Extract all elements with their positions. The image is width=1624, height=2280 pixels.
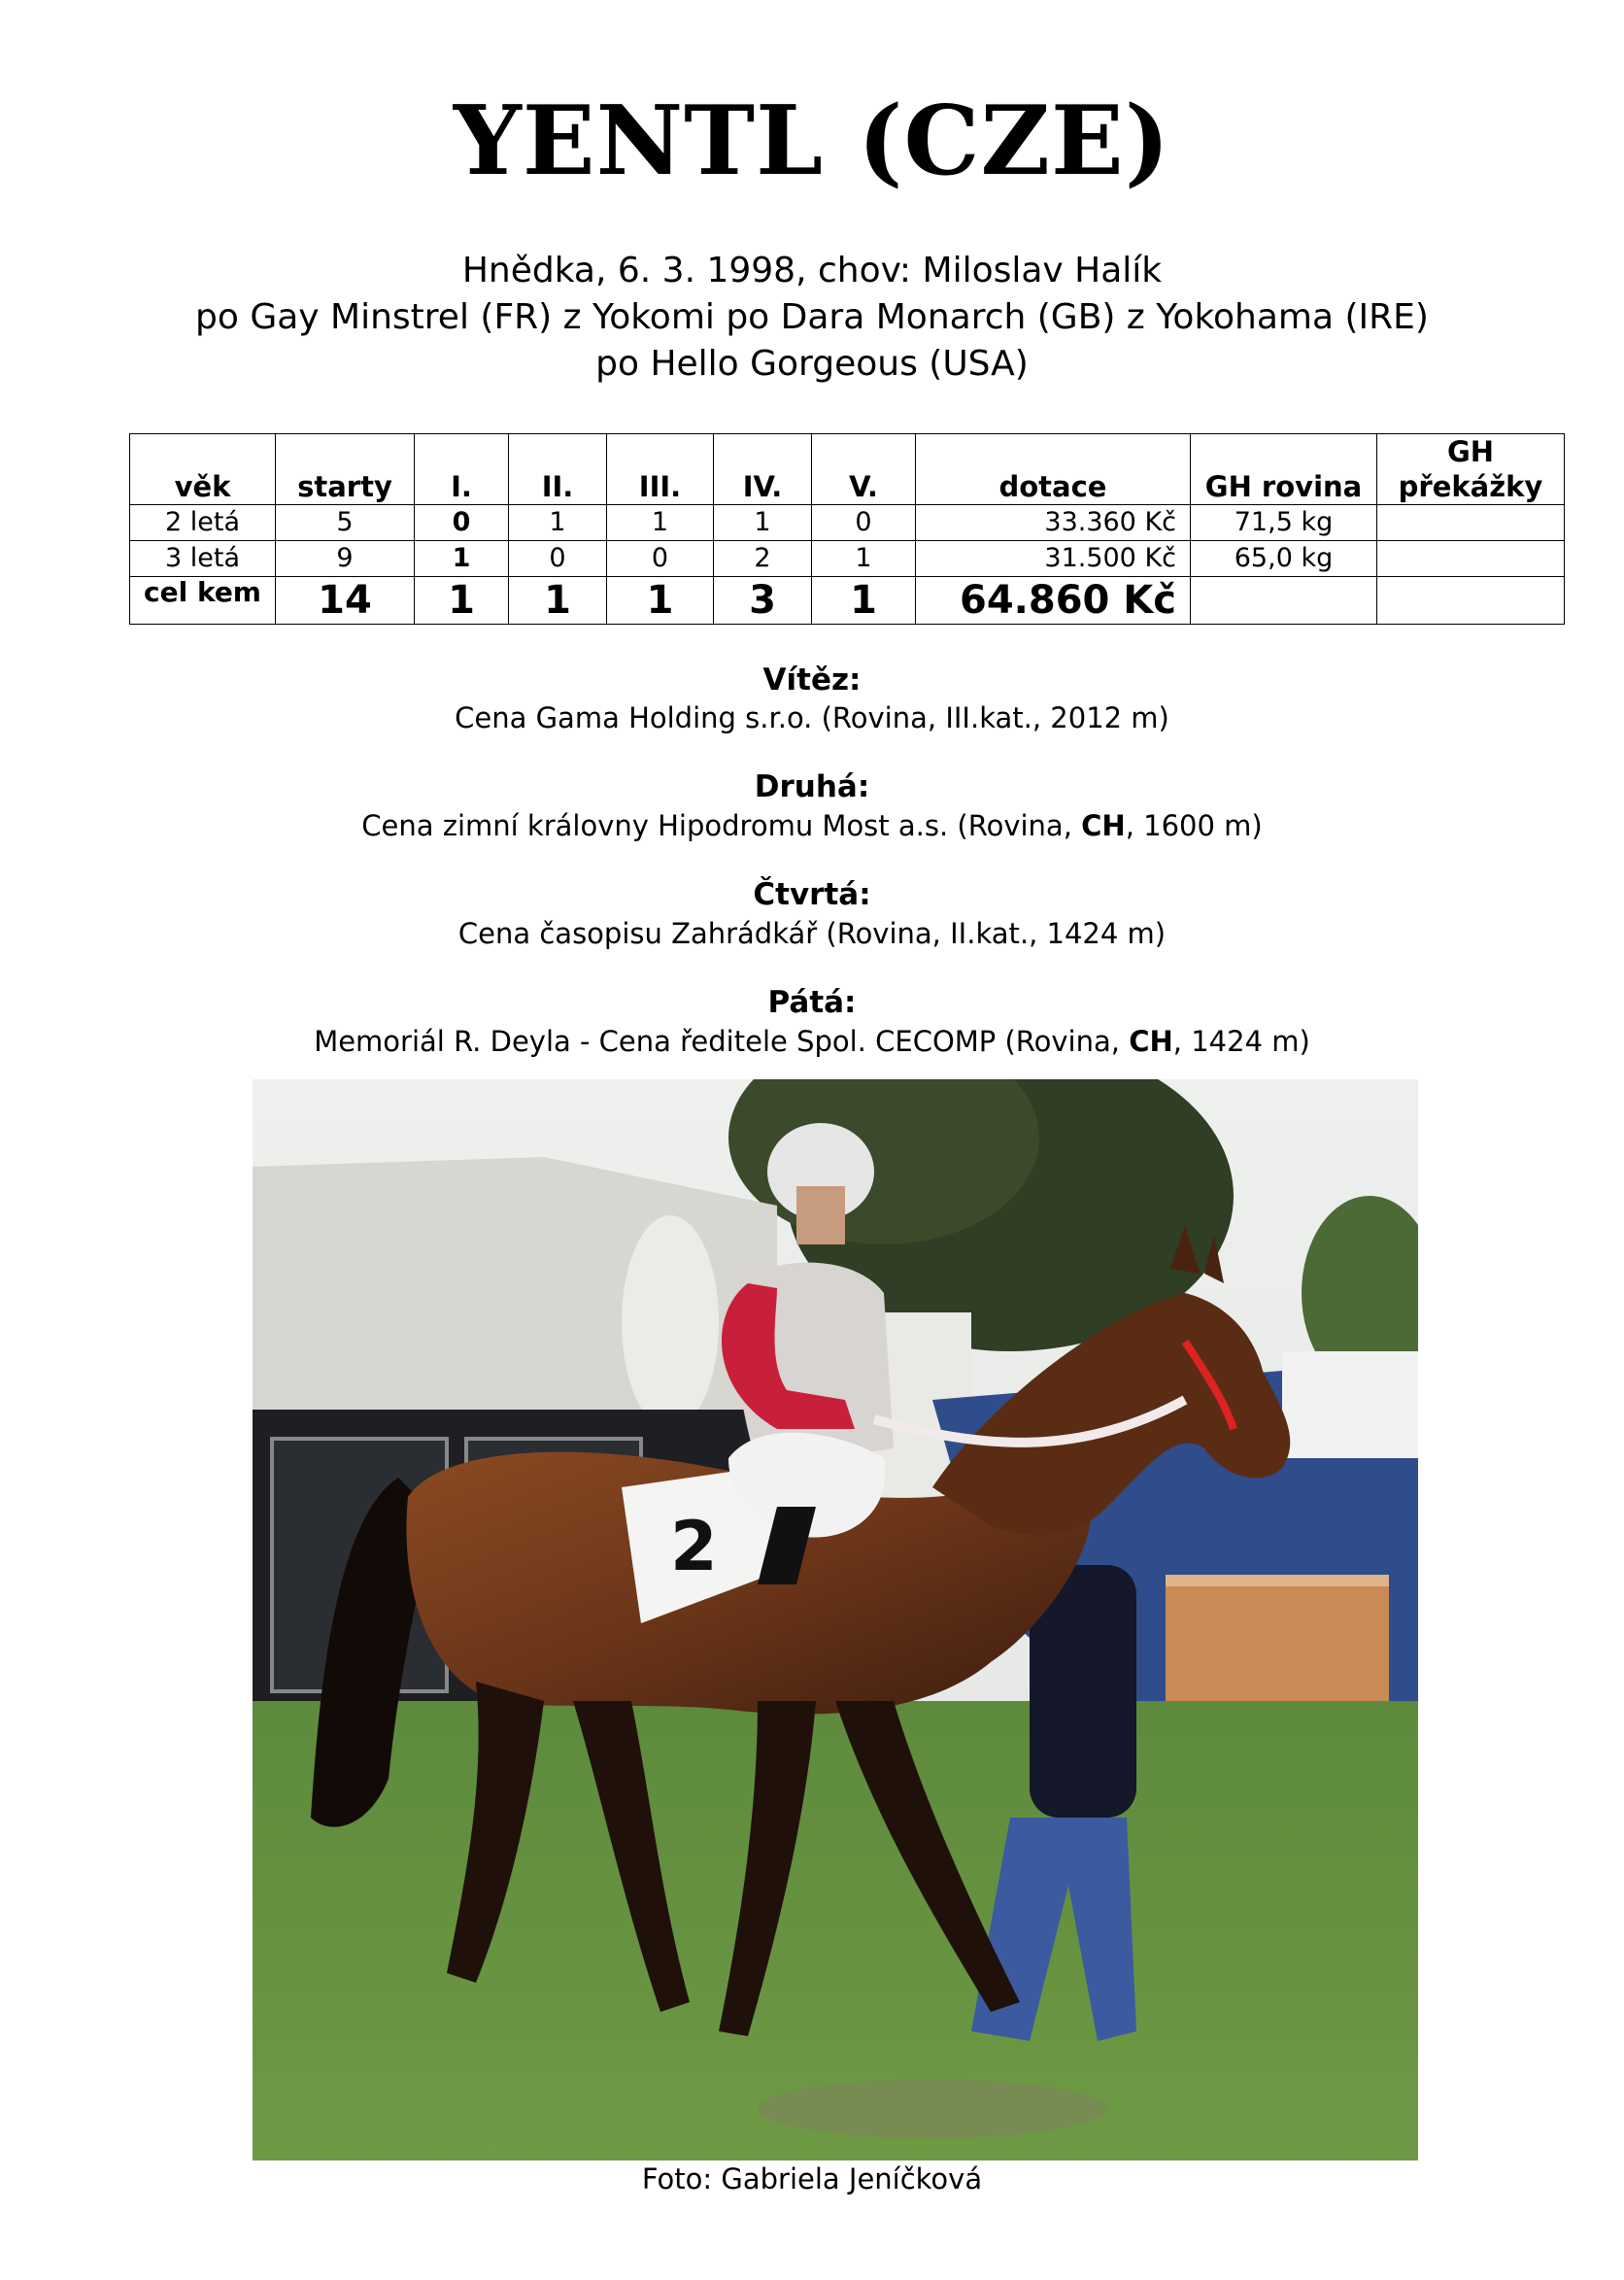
header-prize: dotace bbox=[916, 434, 1191, 505]
header-fifth: V. bbox=[812, 434, 916, 505]
header-gh-jump: GH překážky bbox=[1377, 434, 1565, 505]
photo-caption: Foto: Gabriela Jeníčková bbox=[641, 2162, 983, 2195]
cell-gh-flat: 65,0 kg bbox=[1191, 541, 1377, 577]
cell-gh-jump bbox=[1377, 505, 1565, 541]
race-stats-table bbox=[129, 433, 1565, 625]
cell-starts: 9 bbox=[276, 541, 415, 577]
header-gh-flat: GH rovina bbox=[1191, 434, 1377, 505]
result-race-second bbox=[0, 809, 1624, 842]
cell-fifth: 0 bbox=[812, 505, 916, 541]
cell-total-fifth: 1 bbox=[812, 577, 916, 625]
cell-total-second: 1 bbox=[509, 577, 607, 625]
header-age: věk bbox=[130, 434, 276, 505]
cell-total-gh-flat bbox=[1191, 577, 1377, 625]
table-total-row bbox=[130, 577, 1565, 625]
table-row bbox=[130, 505, 1565, 541]
cell-total-starts: 14 bbox=[276, 577, 415, 625]
header-first: I. bbox=[415, 434, 509, 505]
horse-description: Hnědka, 6. 3. 1998, chov: Miloslav Halík bbox=[461, 251, 1163, 290]
cell-gh-jump bbox=[1377, 541, 1565, 577]
race-text: Memoriál R. Deyla - Cena ředitele Spol. CECOMP (Rovina, bbox=[314, 1025, 1130, 1058]
cell-fifth: 1 bbox=[812, 541, 916, 577]
cell-fourth: 2 bbox=[714, 541, 812, 577]
cell-age: 3 letá bbox=[130, 541, 276, 577]
saddle-cloth-number: 2 bbox=[670, 1507, 718, 1586]
result-race-winner: Cena Gama Holding s.r.o. (Rovina, III.kat., 2012 m) bbox=[455, 701, 1169, 734]
result-race-fourth: Cena časopisu Zahrádkář (Rovina, II.kat., 1424 m) bbox=[457, 917, 1167, 950]
cell-first: 1 bbox=[415, 541, 509, 577]
page-title: YENTL (CZE) bbox=[453, 85, 1171, 197]
cell-total-gh-jump bbox=[1377, 577, 1565, 625]
result-heading-fifth: Pátá: bbox=[767, 985, 857, 1020]
header-third: III. bbox=[607, 434, 714, 505]
table-header-row bbox=[130, 434, 1565, 505]
cell-prize: 31.500 Kč bbox=[916, 541, 1191, 577]
cell-total-third: 1 bbox=[607, 577, 714, 625]
cell-third: 1 bbox=[607, 505, 714, 541]
cell-third: 0 bbox=[607, 541, 714, 577]
result-heading-winner: Vítěz: bbox=[762, 663, 862, 698]
horse-photo bbox=[253, 1079, 1418, 2161]
cell-second: 0 bbox=[509, 541, 607, 577]
table-row bbox=[130, 541, 1565, 577]
race-category: CH bbox=[1129, 1025, 1173, 1058]
cell-fourth: 1 bbox=[714, 505, 812, 541]
race-text: Cena zimní královny Hipodromu Most a.s. (Rovina, bbox=[361, 809, 1082, 842]
header-second: II. bbox=[509, 434, 607, 505]
cell-starts: 5 bbox=[276, 505, 415, 541]
cell-age: 2 letá bbox=[130, 505, 276, 541]
header-fourth: IV. bbox=[714, 434, 812, 505]
cell-total-prize: 64.860 Kč bbox=[916, 577, 1191, 625]
race-category: CH bbox=[1081, 809, 1126, 842]
pedigree-line: po Gay Minstrel (FR) z Yokomi po Dara Monarch (GB) z Yokohama (IRE) bbox=[195, 297, 1429, 337]
result-heading-fourth: Čtvrtá: bbox=[753, 877, 871, 912]
cell-gh-flat: 71,5 kg bbox=[1191, 505, 1377, 541]
result-heading-second: Druhá: bbox=[754, 769, 870, 804]
cell-total-fourth: 3 bbox=[714, 577, 812, 625]
cell-first: 0 bbox=[415, 505, 509, 541]
pedigree-line-2: po Hello Gorgeous (USA) bbox=[595, 344, 1029, 384]
race-text-end: , 1600 m) bbox=[1125, 809, 1263, 842]
cell-total-label: cel kem bbox=[130, 577, 276, 625]
cell-total-first: 1 bbox=[415, 577, 509, 625]
race-text-end: , 1424 m) bbox=[1172, 1025, 1310, 1058]
cell-prize: 33.360 Kč bbox=[916, 505, 1191, 541]
header-starts: starty bbox=[276, 434, 415, 505]
cell-second: 1 bbox=[509, 505, 607, 541]
result-race-fifth bbox=[0, 1025, 1624, 1058]
